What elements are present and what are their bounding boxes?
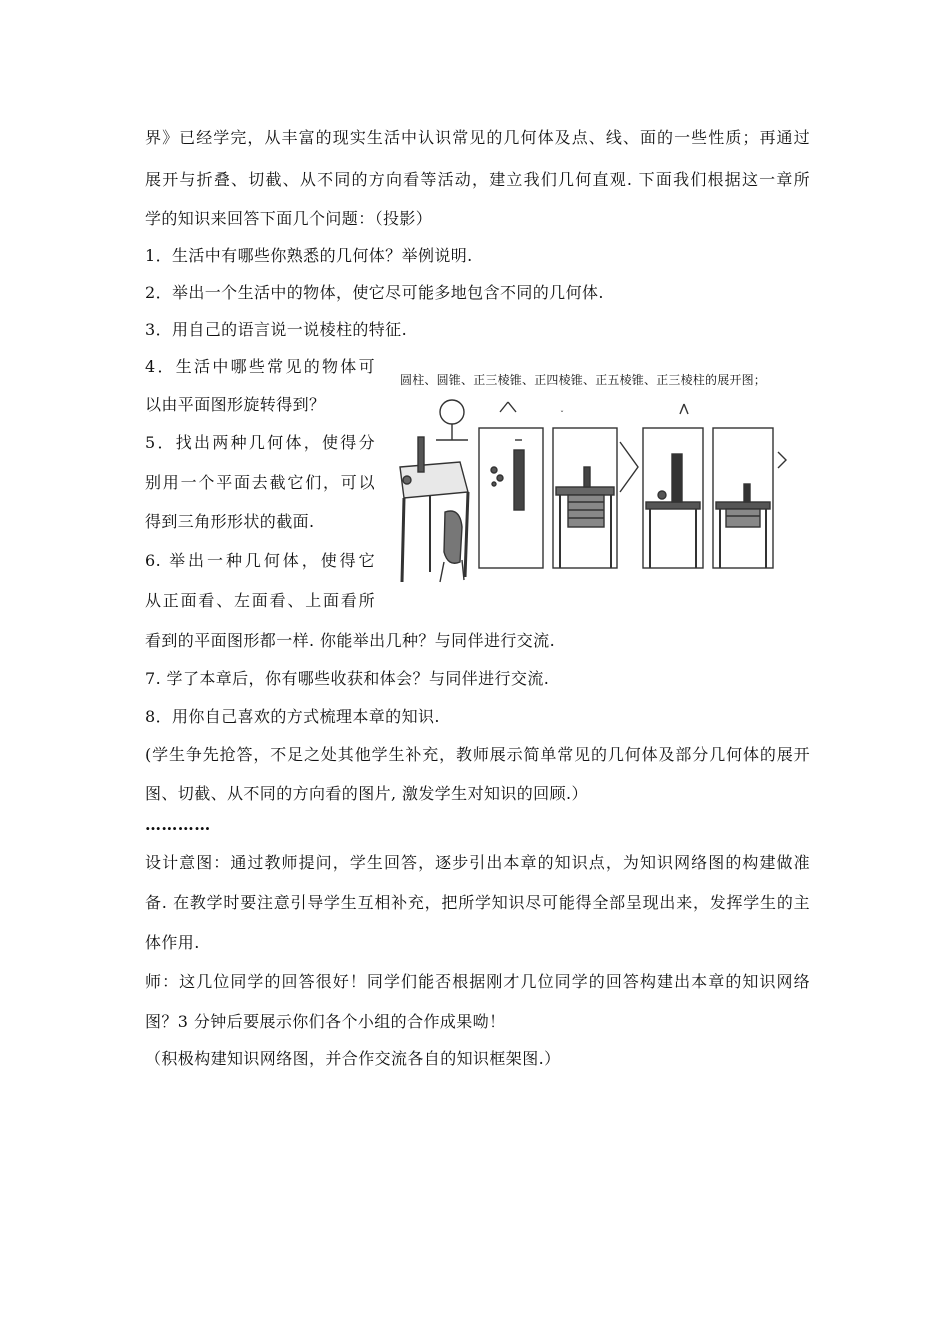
- ellipsis: …………: [145, 815, 211, 834]
- question-6-line-2: 从正面看、左面看、上面看所: [145, 591, 375, 610]
- note-line-1: (学生争先抢答，不足之处其他学生补充，教师展示简单常见的几何体及部分几何体的展开: [145, 745, 810, 764]
- geometry-photo-figure: [390, 372, 800, 587]
- figure-caption: 圆柱、圆锥、正三棱锥、正四棱锥、正五棱锥、正三棱柱的展开图；: [400, 373, 767, 387]
- question-5-line-2: 别用一个平面去截它们，可以: [145, 473, 375, 492]
- design-intent-line-3: 体作用.: [145, 933, 200, 952]
- paragraph-line-1: 界》已经学完，从丰富的现实生活中认识常见的几何体及点、线、面的一些性质；再通过: [145, 128, 810, 147]
- paragraph-line-3: 学的知识来回答下面几个问题：（投影）: [145, 209, 433, 228]
- design-intent-line-2: 备. 在教学时要注意引导学生互相补充，把所学知识尽可能得全部呈现出来，发挥学生的主: [145, 893, 810, 912]
- question-7: 7. 学了本章后，你有哪些收获和体会？与同伴进行交流.: [145, 669, 550, 688]
- note-line-2: 图、切截、从不同的方向看的图片, 激发学生对知识的回顾.）: [145, 784, 588, 803]
- question-6-line-3: 看到的平面图形都一样. 你能举出几种？与同伴进行交流.: [145, 631, 556, 650]
- svg-text:ˇ: ˇ: [560, 410, 564, 419]
- question-4-line-1: 4．生活中哪些常见的物体可: [145, 357, 375, 376]
- question-5-line-1: 5．找出两种几何体，使得分: [145, 433, 375, 452]
- question-4-line-2: 以由平面图形旋转得到？: [145, 395, 326, 414]
- figure-illustration: [390, 392, 800, 587]
- design-intent-line-1: 设计意图：通过教师提问，学生回答，逐步引出本章的知识点，为知识网络图的构建做准: [145, 853, 810, 872]
- question-8: 8．用你自己喜欢的方式梳理本章的知识.: [145, 707, 440, 726]
- question-3: 3．用自己的语言说一说棱柱的特征.: [145, 320, 408, 339]
- question-2: 2．举出一个生活中的物体，使它尽可能多地包含不同的几何体.: [145, 283, 604, 302]
- question-5-line-3: 得到三角形形状的截面.: [145, 512, 315, 531]
- activity-note: （积极构建知识网络图，并合作交流各自的知识框架图.）: [145, 1049, 561, 1068]
- paragraph-line-2: 展开与折叠、切截、从不同的方向看等活动，建立我们几何直观. 下面我们根据这一章所: [145, 170, 810, 189]
- question-1: 1．生活中有哪些你熟悉的几何体？举例说明.: [145, 246, 473, 265]
- teacher-line-2: 图？3 分钟后要展示你们各个小组的合作成果呦！: [145, 1012, 506, 1031]
- teacher-line-1: 师：这几位同学的回答很好！同学们能否根据刚才几位同学的回答构建出本章的知识网络: [145, 972, 810, 991]
- question-6-line-1: 6. 举出一种几何体，使得它: [145, 551, 375, 570]
